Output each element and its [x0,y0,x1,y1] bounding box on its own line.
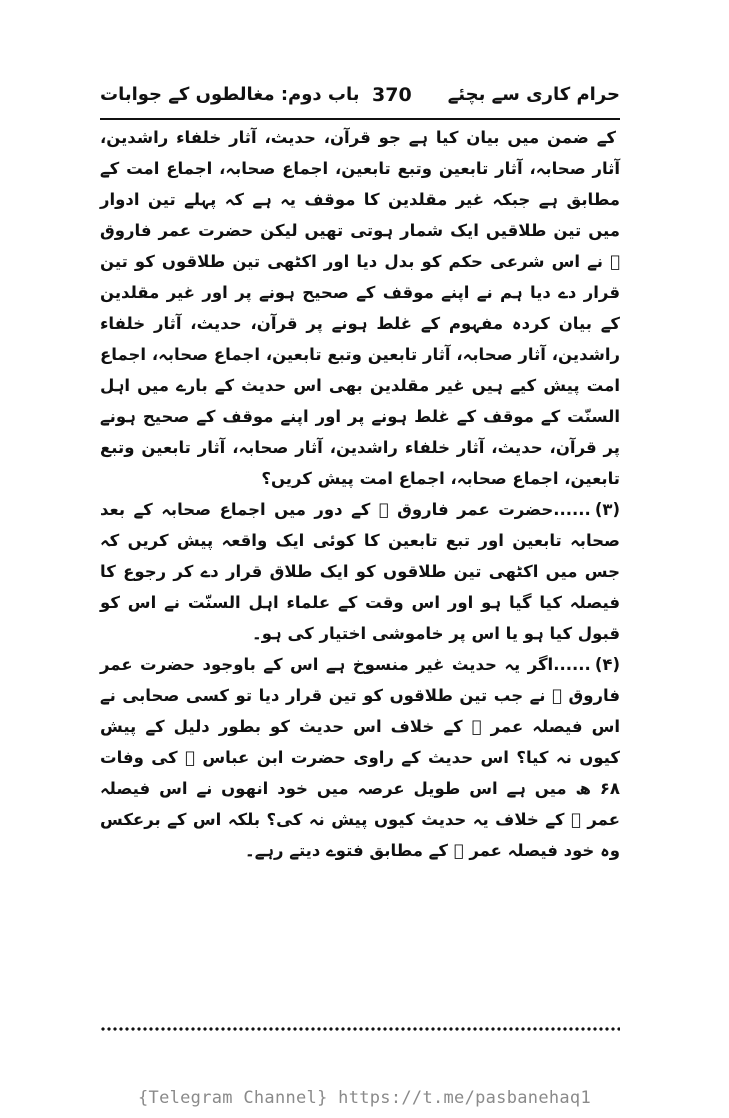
chapter-title: باب دوم: مغالطوں کے جوابات [100,84,360,105]
page-number: 370 [372,84,412,106]
paragraph [100,649,620,866]
page-header [100,84,620,114]
paragraph [100,122,620,494]
paragraph-text: کے ضمن میں بیان کیا ہے جو قرآن، حدیث، آثار خلفاء راشدین، آثار صحابہ، آثار تابعین وتبع تابعین، اجماع صحابہ، اجماع امت کے مطابق ہے جبکہ غیر مقلدین کا موقف یہ ہے کہ پہلے تین ادوار میں تین طلاقیں ایک شمار ہوتی تھیں لیکن حضرت عمر فاروق ﷛ نے اس شرعی حکم کو بدل دیا اور اکٹھی تین طلاقوں کو تین قرار دے دیا ہم نے اپنے موقف کے صحیح ہونے پر اور غیر مقلدین کے بیان کردہ مفہوم کے غلط ہونے پر قرآن، حدیث، آثار خلفاء راشدین، آثار صحابہ، آثار تابعین وتبع تابعین، اجماع صحابہ، اجماع امت پیش کیے ہیں غیر مقلدین بھی اس حدیث کے بارے میں اہل السنّت کے موقف کے غلط ہونے پر اور اپنے موقف کے صحیح ہونے پر قرآن، حدیث، آثار خلفاء راشدین، آثار صحابہ، آثار تابعین وتبع تابعین، اجماع صحابہ، اجماع امت پیش کریں؟ [100,128,620,488]
header-divider [100,118,620,120]
paragraph-number: (۳) [594,500,620,519]
book-title: حرام کاری سے بچئے [447,84,620,105]
paragraph-number: (۴) [594,655,620,674]
paragraph-text: ......اگر یہ حدیث غیر منسوخ ہے اس کے باوجود حضرت عمر فاروق ﷛ نے جب تین طلاقوں کو تین قرار دیا تو کسی صحابی نے اس فیصلہ عمر ﷛ کے خلاف اس حدیث کو بطور دلیل کے پیش کیوں نہ کیا؟ اس حدیث کے راوی حضرت ابن عباس ﷛ کی وفات ۶۸ ھ میں ہے اس طویل عرصہ میں خود انھوں نے اس فیصلہ عمر ﷛ کے خلاف یہ حدیث کیوں پیش نہ کی؟ بلکہ اس کے برعکس وہ خود فیصلہ عمر ﷛ کے مطابق فتوے دیتے رہے۔ [100,655,620,860]
paragraph-text: ......حضرت عمر فاروق ﷛ کے دور میں اجماع صحابہ کے بعد صحابہ تابعین اور تبع تابعین کا کوئی ایک واقعہ پیش کریں کہ جس میں اکٹھی تین طلاقوں کو ایک طلاق قرار دے کر رجوع کا فیصلہ کیا گیا ہو اور اس وقت کے علماء اہل السنّت نے اس کو قبول کیا ہو یا اس پر خاموشی اختیار کی ہو۔ [100,500,620,643]
paragraph [100,494,620,649]
watermark-link: {Telegram Channel} https://t.me/pasbanehaq1 [138,1088,591,1108]
page-body [100,122,620,866]
footer-dotted-divider [100,1027,620,1031]
